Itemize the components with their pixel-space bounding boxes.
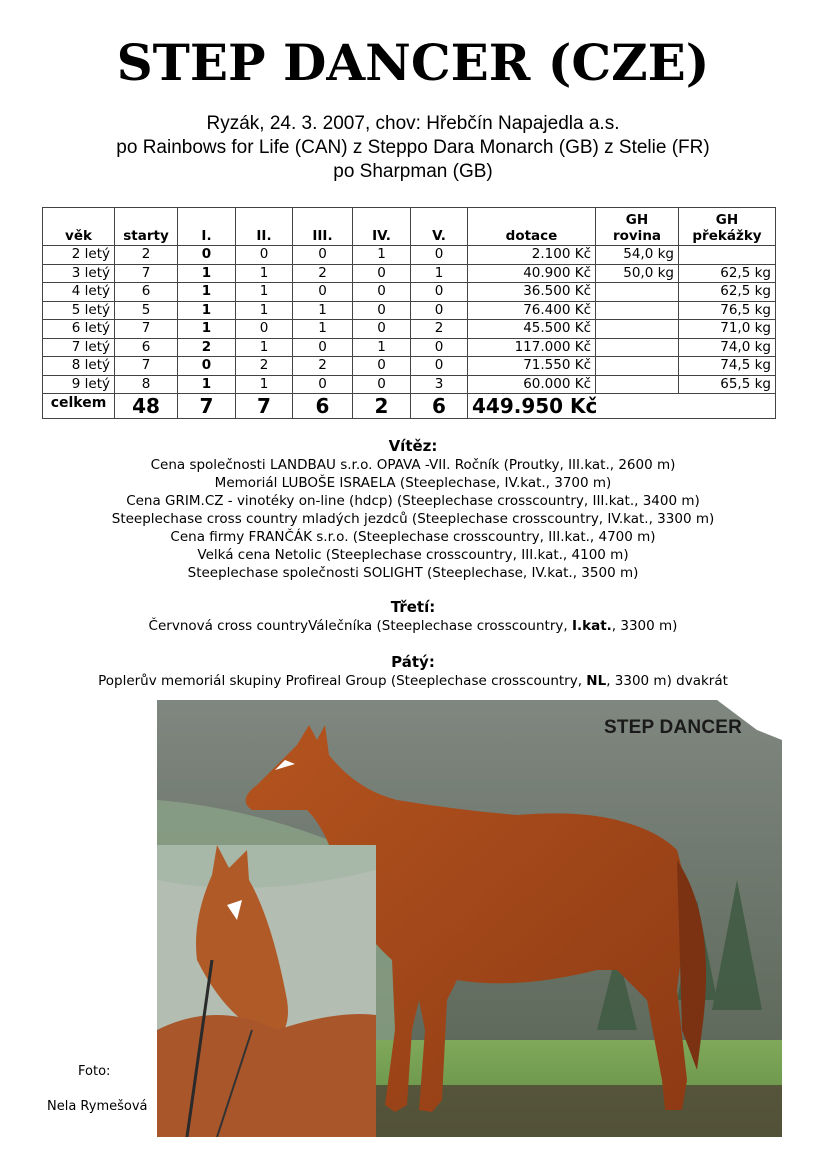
cell-gh-flat xyxy=(596,301,679,320)
col-header-first: I. xyxy=(178,208,236,246)
third-place-section xyxy=(0,597,826,635)
total-second: 7 xyxy=(236,394,293,419)
cell-third-places: 2 xyxy=(293,264,353,283)
cell-gh-flat xyxy=(596,283,679,302)
col-header-starts: starty xyxy=(115,208,178,246)
total-prize-money: 449.950 Kč xyxy=(468,394,776,419)
gh-flat-line1: GH xyxy=(625,212,649,228)
pedigree-line-dam-sire: po Sharpman (GB) xyxy=(333,161,493,182)
cell-starts: 5 xyxy=(115,301,178,320)
cell-first-places: 1 xyxy=(178,301,236,320)
total-fourth: 2 xyxy=(353,394,411,419)
cell-first-places: 1 xyxy=(178,283,236,302)
cell-starts: 7 xyxy=(115,264,178,283)
col-header-gh-flat xyxy=(596,208,679,246)
cell-third-places: 0 xyxy=(293,338,353,357)
col-header-gh-jump xyxy=(679,208,776,246)
table-row xyxy=(43,357,776,376)
horse-name-title: STEP DANCER (CZE) xyxy=(116,33,710,92)
cell-age: 6 letý xyxy=(43,320,115,339)
fifth-item-text: Poplerův memoriál skupiny Profireal Group (Steeplechase crosscountry, xyxy=(98,673,587,689)
cell-prize-money: 36.500 Kč xyxy=(468,283,596,302)
cell-prize-money: 60.000 Kč xyxy=(468,375,596,394)
cell-first-places: 2 xyxy=(178,338,236,357)
cell-third-places: 0 xyxy=(293,283,353,302)
win-item: Steeplechase společnosti SOLIGHT (Steeplechase, IV.kat., 3500 m) xyxy=(187,565,639,581)
photo-caption-horse-name: STEP DANCER xyxy=(604,717,743,738)
cell-prize-money: 45.500 Kč xyxy=(468,320,596,339)
gh-flat-line2: rovina xyxy=(612,228,662,244)
cell-second-places: 1 xyxy=(236,375,293,394)
cell-second-places: 1 xyxy=(236,301,293,320)
third-item-distance: , 3300 m) xyxy=(611,618,678,634)
cell-third-places: 2 xyxy=(293,357,353,376)
table-header-row xyxy=(43,208,776,246)
cell-gh-flat xyxy=(596,320,679,339)
cell-gh-flat: 54,0 kg xyxy=(596,246,679,265)
cell-fourth-places: 0 xyxy=(353,283,411,302)
wins-heading: Vítěz: xyxy=(388,437,438,455)
cell-gh-jump: 74,5 kg xyxy=(679,357,776,376)
horse-photo-illustration xyxy=(157,700,782,1137)
cell-second-places: 2 xyxy=(236,357,293,376)
cell-first-places: 1 xyxy=(178,264,236,283)
cell-second-places: 0 xyxy=(236,320,293,339)
cell-age: 8 letý xyxy=(43,357,115,376)
cell-fifth-places: 0 xyxy=(411,301,468,320)
total-fifth: 6 xyxy=(411,394,468,419)
cell-second-places: 1 xyxy=(236,338,293,357)
cell-gh-flat xyxy=(596,375,679,394)
horse-info-line: Ryzák, 24. 3. 2007, chov: Hřebčín Napajedla a.s. xyxy=(206,113,620,134)
cell-first-places: 1 xyxy=(178,375,236,394)
cell-prize-money: 117.000 Kč xyxy=(468,338,596,357)
cell-fifth-places: 0 xyxy=(411,246,468,265)
win-item: Cena firmy FRANČÁK s.r.o. (Steeplechase crosscountry, III.kat., 4700 m) xyxy=(170,529,656,545)
cell-fourth-places: 0 xyxy=(353,320,411,339)
cell-fifth-places: 1 xyxy=(411,264,468,283)
cell-gh-jump: 62,5 kg xyxy=(679,283,776,302)
cell-fifth-places: 0 xyxy=(411,283,468,302)
cell-prize-money: 40.900 Kč xyxy=(468,264,596,283)
win-item: Cena GRIM.CZ - vinotéky on-line (hdcp) (Steeplechase crosscountry, III.kat., 3400 m) xyxy=(126,493,700,509)
cell-fourth-places: 0 xyxy=(353,264,411,283)
cell-age: 4 letý xyxy=(43,283,115,302)
cell-starts: 8 xyxy=(115,375,178,394)
table-row xyxy=(43,338,776,357)
fifth-item-distance: , 3300 m) dvakrát xyxy=(606,673,728,689)
fifth-heading: Pátý: xyxy=(391,653,435,671)
cell-gh-flat xyxy=(596,338,679,357)
col-header-prize: dotace xyxy=(468,208,596,246)
cell-gh-jump: 62,5 kg xyxy=(679,264,776,283)
cell-starts: 7 xyxy=(115,357,178,376)
cell-first-places: 0 xyxy=(178,246,236,265)
gh-jump-line2: překážky xyxy=(692,228,762,244)
fifth-place-section xyxy=(0,652,826,690)
win-item: Steeplechase cross country mladých jezdců (Steeplechase crosscountry, IV.kat., 3300 m) xyxy=(111,511,715,527)
cell-starts: 6 xyxy=(115,338,178,357)
total-third: 6 xyxy=(293,394,353,419)
cell-first-places: 1 xyxy=(178,320,236,339)
total-label: celkem xyxy=(43,394,115,419)
cell-gh-flat: 50,0 kg xyxy=(596,264,679,283)
cell-fifth-places: 3 xyxy=(411,375,468,394)
cell-gh-jump: 71,0 kg xyxy=(679,320,776,339)
wins-section xyxy=(0,436,826,582)
race-statistics-table xyxy=(42,207,776,419)
cell-starts: 7 xyxy=(115,320,178,339)
inset-photo xyxy=(157,845,376,1137)
cell-fifth-places: 2 xyxy=(411,320,468,339)
col-header-fourth: IV. xyxy=(353,208,411,246)
table-row xyxy=(43,264,776,283)
cell-third-places: 1 xyxy=(293,320,353,339)
cell-prize-money: 71.550 Kč xyxy=(468,357,596,376)
horse-photo xyxy=(157,700,782,1137)
cell-gh-jump: 74,0 kg xyxy=(679,338,776,357)
cell-second-places: 1 xyxy=(236,264,293,283)
win-item: Velká cena Netolic (Steeplechase crosscountry, III.kat., 4100 m) xyxy=(197,547,629,563)
col-header-age: věk xyxy=(43,208,115,246)
cell-third-places: 1 xyxy=(293,301,353,320)
table-row xyxy=(43,246,776,265)
cell-third-places: 0 xyxy=(293,246,353,265)
table-row xyxy=(43,375,776,394)
cell-starts: 2 xyxy=(115,246,178,265)
photo-credit-name: Nela Rymešová xyxy=(47,1099,148,1114)
col-header-fifth: V. xyxy=(411,208,468,246)
table-row xyxy=(43,301,776,320)
cell-fourth-places: 1 xyxy=(353,338,411,357)
third-item-category: I.kat. xyxy=(571,618,612,634)
cell-third-places: 0 xyxy=(293,375,353,394)
cell-starts: 6 xyxy=(115,283,178,302)
gh-jump-line1: GH xyxy=(715,212,739,228)
cell-prize-money: 2.100 Kč xyxy=(468,246,596,265)
cell-fourth-places: 0 xyxy=(353,375,411,394)
cell-fifth-places: 0 xyxy=(411,357,468,376)
third-item-text: Červnová cross countryVálečníka (Steeplechase crosscountry, xyxy=(148,618,572,634)
fifth-item xyxy=(0,672,826,690)
cell-age: 5 letý xyxy=(43,301,115,320)
cell-fifth-places: 0 xyxy=(411,338,468,357)
col-header-third: III. xyxy=(293,208,353,246)
cell-fourth-places: 1 xyxy=(353,246,411,265)
third-heading: Třetí: xyxy=(390,598,436,616)
cell-first-places: 0 xyxy=(178,357,236,376)
win-item: Memoriál LUBOŠE ISRAELA (Steeplechase, IV.kat., 3700 m) xyxy=(214,475,612,491)
cell-prize-money: 76.400 Kč xyxy=(468,301,596,320)
photo-credit-label: Foto: xyxy=(78,1064,111,1079)
cell-age: 2 letý xyxy=(43,246,115,265)
cell-age: 3 letý xyxy=(43,264,115,283)
col-header-second: II. xyxy=(236,208,293,246)
cell-fourth-places: 0 xyxy=(353,301,411,320)
cell-gh-jump: 65,5 kg xyxy=(679,375,776,394)
pedigree-line: po Rainbows for Life (CAN) z Steppo Dara Monarch (GB) z Stelie (FR) xyxy=(116,137,710,158)
cell-second-places: 0 xyxy=(236,246,293,265)
total-starts: 48 xyxy=(115,394,178,419)
table-row xyxy=(43,320,776,339)
cell-second-places: 1 xyxy=(236,283,293,302)
cell-gh-jump xyxy=(679,246,776,265)
win-item: Cena společnosti LANDBAU s.r.o. OPAVA -VII. Ročník (Proutky, III.kat., 2600 m) xyxy=(150,457,676,473)
cell-age: 7 letý xyxy=(43,338,115,357)
cell-gh-jump: 76,5 kg xyxy=(679,301,776,320)
cell-fourth-places: 0 xyxy=(353,357,411,376)
cell-gh-flat xyxy=(596,357,679,376)
table-row xyxy=(43,283,776,302)
third-item xyxy=(0,617,826,635)
fifth-item-category: NL xyxy=(586,673,607,689)
total-row xyxy=(43,394,776,419)
total-first: 7 xyxy=(178,394,236,419)
cell-age: 9 letý xyxy=(43,375,115,394)
